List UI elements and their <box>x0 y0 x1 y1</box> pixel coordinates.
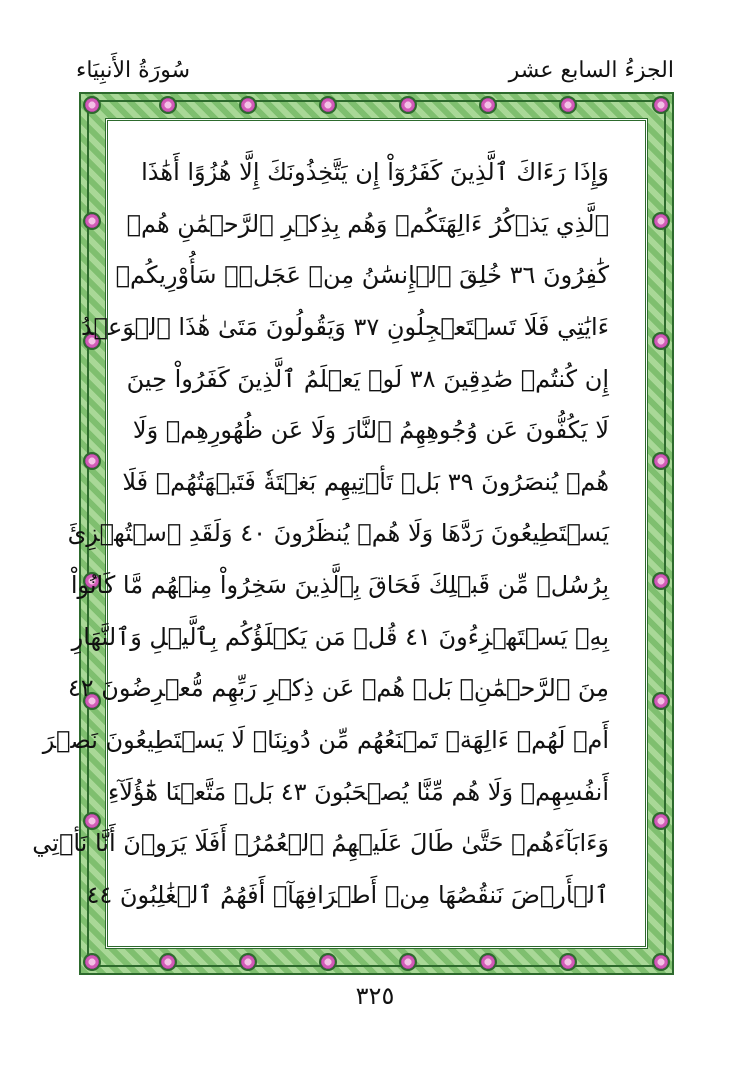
text-line: وَإِذَا رَءَاكَ ٱلَّذِينَ كَفَرُوٓاْ إِن يَتَّخِذُونَكَ إِلَّا هُزُوًا أَهَٰذَا <box>141 158 609 186</box>
text-line: وَءَابَآءَهُمۡ حَتَّىٰ طَالَ عَلَيۡهِمُ ٱلۡعُمُرُۗ أَفَلَا يَرَوۡنَ أَنَّا نَأۡتِي <box>32 829 609 858</box>
flower-ornament-icon <box>161 98 175 112</box>
text-line: أَنفُسِهِمۡ وَلَا هُم مِّنَّا يُصۡحَبُونَ ٤٣ بَلۡ مَتَّعۡنَا هَٰٓؤُلَآءِ <box>107 777 609 806</box>
flower-ornament-icon <box>85 214 99 228</box>
flower-ornament-icon <box>401 955 415 969</box>
page-header <box>76 50 674 90</box>
flower-ornament-icon <box>654 454 668 468</box>
flower-ornament-icon <box>321 98 335 112</box>
flower-ornament-icon <box>85 98 99 112</box>
surah-title: سُورَةُ الأَنبِيَاء <box>76 57 191 83</box>
text-line: بِرُسُلٖ مِّن قَبۡلِكَ فَحَاقَ بِٱلَّذِينَ سَخِرُواْ مِنۡهُم مَّا كَانُواْ <box>70 571 609 600</box>
flower-ornament-icon <box>654 574 668 588</box>
flower-ornament-icon <box>561 98 575 112</box>
flower-ornament-icon <box>401 98 415 112</box>
flower-ornament-icon <box>161 955 175 969</box>
page-number: ٣٢٥ <box>355 982 395 1010</box>
flower-ornament-icon <box>241 955 255 969</box>
flower-ornament-icon <box>654 694 668 708</box>
text-line: ٱلَّذِي يَذۡكُرُ ءَالِهَتَكُمۡ وَهُم بِذِكۡرِ ٱلرَّحۡمَٰنِ هُمۡ <box>126 209 609 238</box>
flower-ornament-icon <box>481 98 495 112</box>
flower-ornament-icon <box>654 955 668 969</box>
ornamental-frame <box>32 92 674 975</box>
text-line: كَٰفِرُونَ ٣٦ خُلِقَ ٱلۡإِنسَٰنُ مِنۡ عَجَلٖۚ سَأُوْرِيكُمۡ <box>115 261 609 290</box>
text-line: لَا يَكُفُّونَ عَن وُجُوهِهِمُ ٱلنَّارَ وَلَا عَن ظُهُورِهِمۡ وَلَا <box>132 416 609 445</box>
flower-ornament-icon <box>561 955 575 969</box>
flower-ornament-icon <box>85 955 99 969</box>
text-line: بِهِۦ يَسۡتَهۡزِءُونَ ٤١ قُلۡ مَن يَكۡلَؤُكُم بِٱلَّيۡلِ وَٱلنَّهَارِ <box>71 622 609 651</box>
flower-ornament-icon <box>85 454 99 468</box>
text-line: هُمۡ يُنصَرُونَ ٣٩ بَلۡ تَأۡتِيهِم بَغۡتَةٗ فَتَبۡهَتُهُمۡ فَلَا <box>122 467 609 496</box>
text-line: أَمۡ لَهُمۡ ءَالِهَةٞ تَمۡنَعُهُم مِّن دُونِنَاۚ لَا يَسۡتَطِيعُونَ نَصۡرَ <box>42 726 609 755</box>
text-line: مِنَ ٱلرَّحۡمَٰنِۗ بَلۡ هُمۡ عَن ذِكۡرِ رَبِّهِم مُّعۡرِضُونَ ٤٢ <box>67 674 609 703</box>
flower-ornament-icon <box>654 814 668 828</box>
text-panel <box>32 118 648 949</box>
flower-ornament-icon <box>241 98 255 112</box>
flower-ornament-icon <box>481 955 495 969</box>
text-line: ءَايَٰتِي فَلَا تَسۡتَعۡجِلُونِ ٣٧ وَيَقُولُونَ مَتَىٰ هَٰذَا ٱلۡوَعۡدُ <box>80 312 609 341</box>
text-line: ٱلۡأَرۡضَ نَنقُصُهَا مِنۡ أَطۡرَافِهَآۚ أَفَهُمُ ٱلۡغَٰلِبُونَ ٤٤ <box>86 880 609 909</box>
flower-ornament-icon <box>654 214 668 228</box>
verse-block <box>32 149 609 918</box>
text-line: يَسۡتَطِيعُونَ رَدَّهَا وَلَا هُمۡ يُنظَرُونَ ٤٠ وَلَقَدِ ٱسۡتُهۡزِئَ <box>67 519 609 548</box>
flower-ornament-icon <box>654 98 668 112</box>
flower-ornament-icon <box>321 955 335 969</box>
flower-ornament-icon <box>654 334 668 348</box>
juz-title: الجزءُ السابع عشر <box>508 57 674 83</box>
text-line: إِن كُنتُمۡ صَٰدِقِينَ ٣٨ لَوۡ يَعۡلَمُ ٱلَّذِينَ كَفَرُواْ حِينَ <box>126 364 609 393</box>
